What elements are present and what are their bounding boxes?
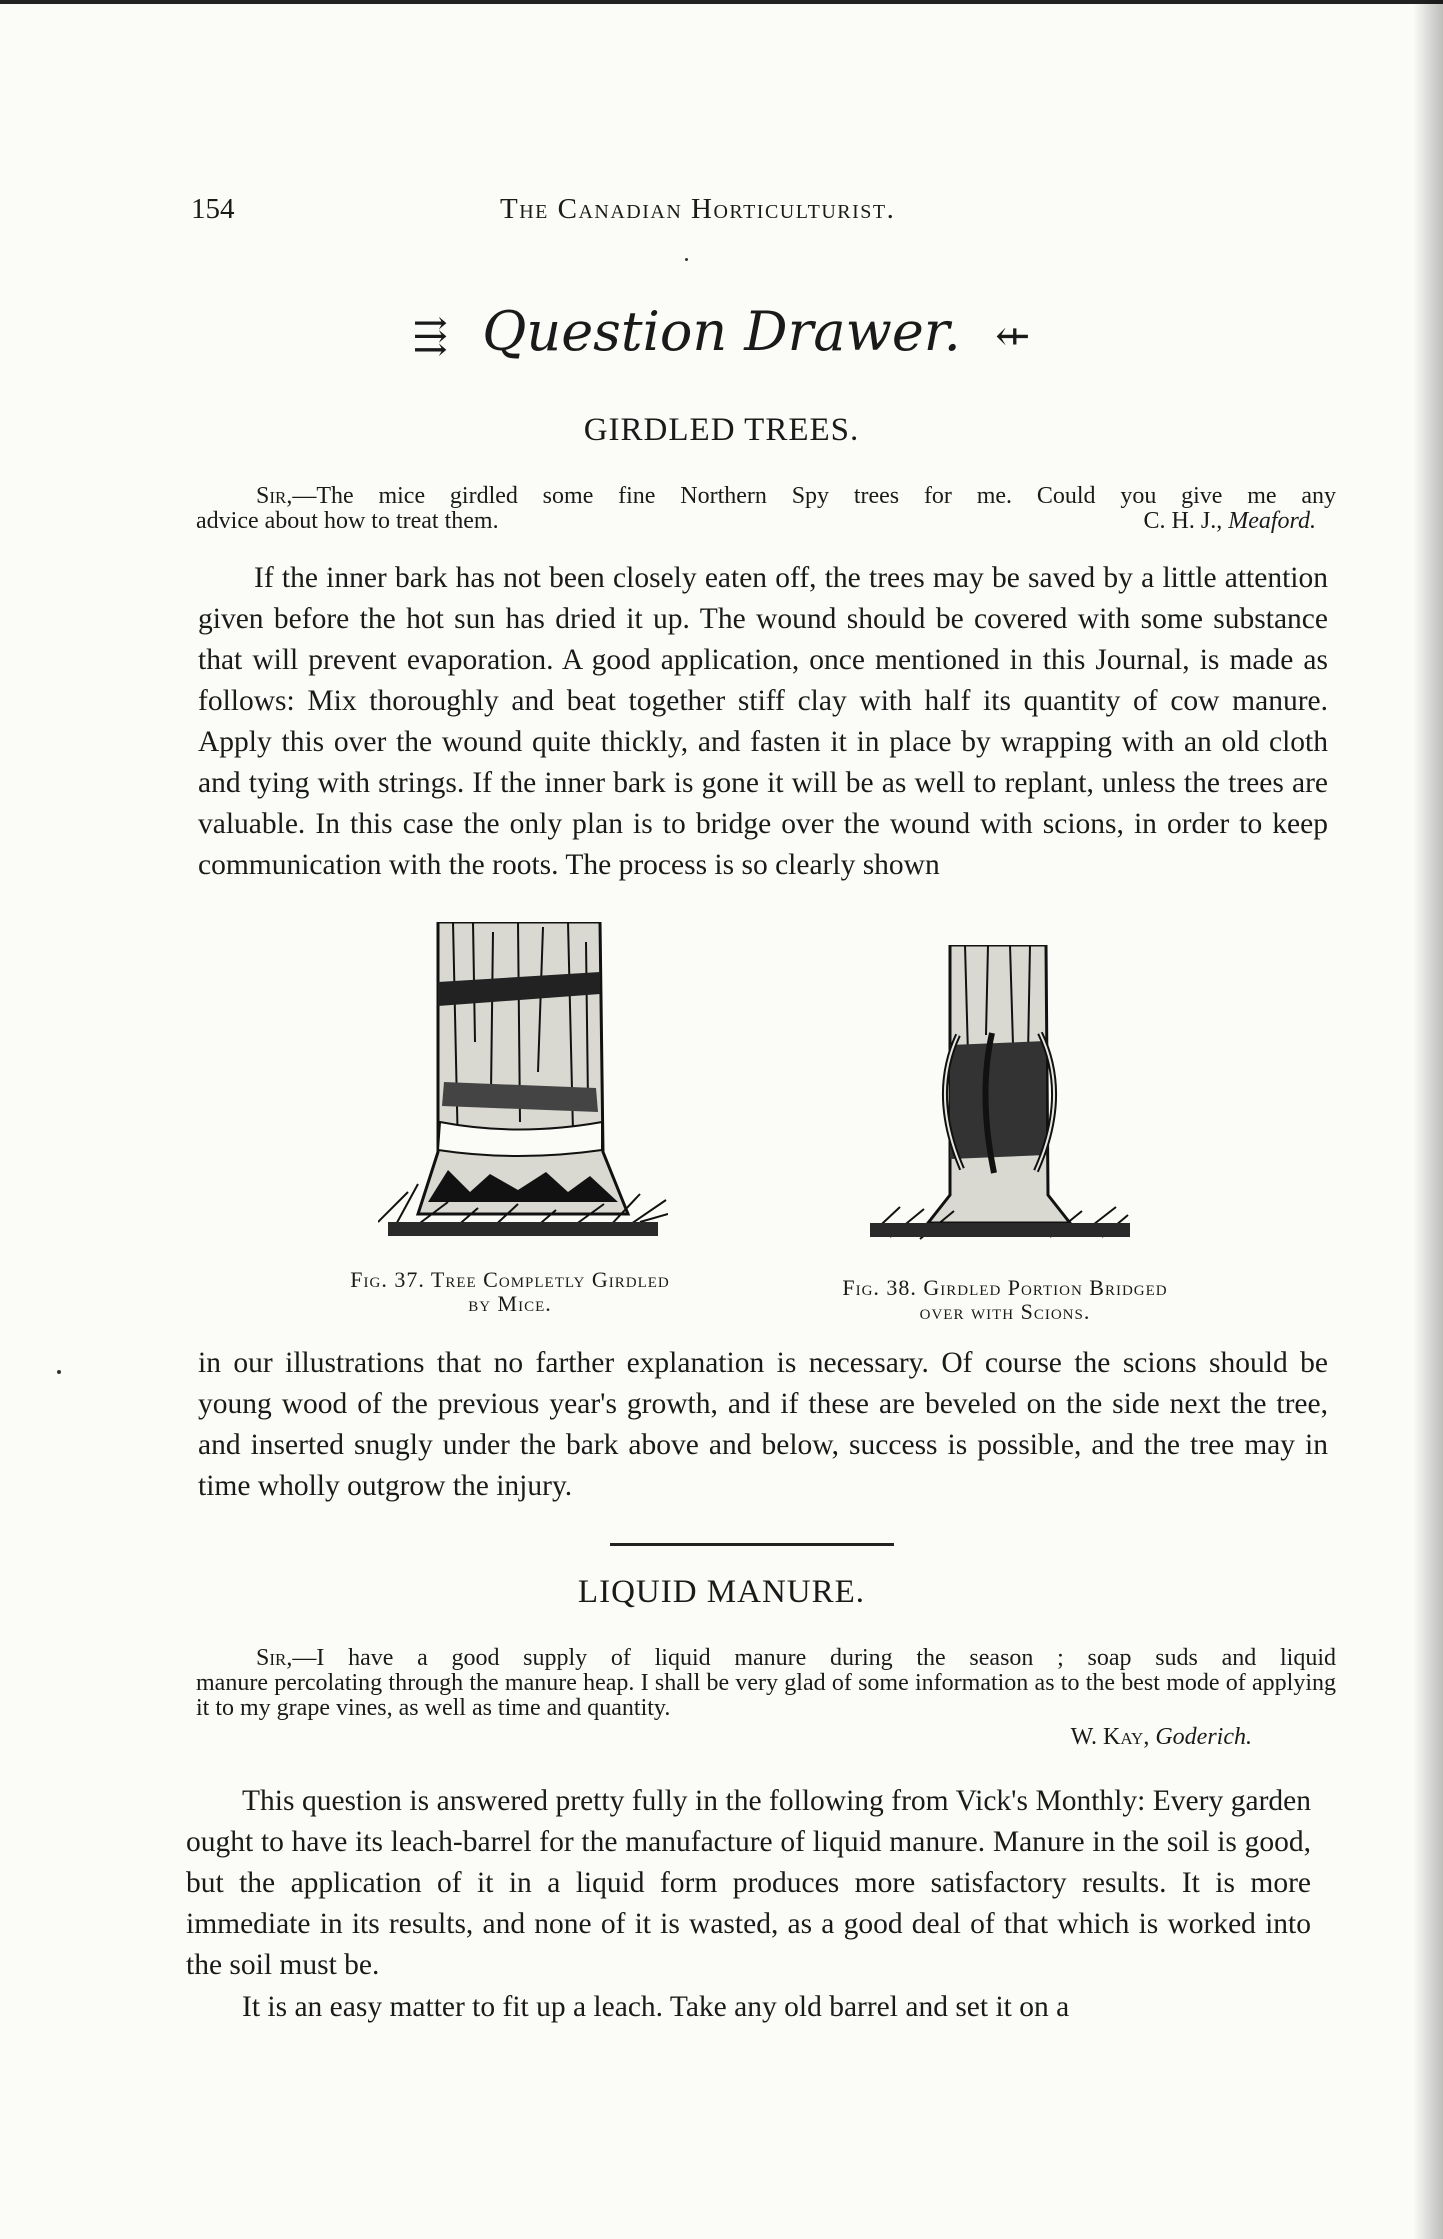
answer-paragraph: This question is answered pretty fully in the following from Vick's Monthly: Every garden ought to have its leach-barrel for the manufacture of liquid manure. Manure in the soil is good, but the application of it in a liquid form produces more satisfactory results. It is more immediate in its results, and none of it is wasted, as a good deal of that which is worked into the soil must be. bbox=[186, 1785, 1311, 1981]
figure-38-caption-line1: Fig. 38. Girdled Portion Bridged bbox=[842, 1275, 1168, 1300]
signature-name: W. Kay, bbox=[1070, 1724, 1150, 1750]
speck bbox=[57, 1370, 61, 1374]
reader-letter bbox=[196, 1646, 1336, 1750]
figure-37-caption-line2: by Mice. bbox=[468, 1291, 552, 1316]
letter-line-2 bbox=[196, 509, 1336, 534]
section-divider bbox=[610, 1543, 894, 1546]
reader-letter bbox=[196, 484, 1336, 534]
letter-line-1 bbox=[196, 1646, 1336, 1671]
letter-text-1: —The mice girdled some fine Northern Spy trees for me. Could you give me any bbox=[292, 483, 1336, 509]
tree-bridged-with-scions-illustration bbox=[870, 945, 1130, 1245]
page-top-edge bbox=[0, 0, 1443, 4]
speck bbox=[685, 258, 688, 261]
left-ornament-icon: ⇶ bbox=[412, 311, 448, 360]
letter-signature bbox=[1144, 509, 1336, 534]
signature-place: Meaford. bbox=[1228, 508, 1316, 534]
letter-signature bbox=[196, 1725, 1336, 1750]
signature-place: Goderich. bbox=[1155, 1724, 1252, 1750]
figure-37-caption bbox=[290, 1268, 730, 1316]
right-ornament-icon: ⇷ bbox=[995, 311, 1031, 360]
tree-girdled-by-mice-illustration bbox=[378, 922, 668, 1252]
running-head: The Canadian Horticulturist. bbox=[500, 193, 896, 225]
figure-38-caption bbox=[775, 1276, 1235, 1324]
letter-text-2: advice about how to treat them. bbox=[196, 508, 499, 534]
answer-paragraph-continued: in our illustrations that no farther explanation is necessary. Of course the scions should be young wood of the previous year's growth, and if these are beveled on the side next the tree, and inserted snugly under the bark above and below, success is possible, and the tree may in time wholly outgrow the injury. bbox=[198, 1347, 1328, 1502]
figure-37-caption-line1: Fig. 37. Tree Completly Girdled bbox=[350, 1267, 670, 1292]
section-heading bbox=[0, 300, 1443, 363]
signature-name: C. H. J., bbox=[1143, 508, 1223, 534]
answer-paragraph-continued: It is an easy matter to fit up a leach. Take any old barrel and set it on a bbox=[242, 1991, 1070, 2023]
answer-paragraph: If the inner bark has not been closely eaten off, the trees may be saved by a little attention given before the hot sun has dried it up. The wound should be covered with some substance that will prevent evaporation. A good application, once mentioned in this Journal, is made as follows: Mix thoroughly and beat together stiff clay with half its quantity of cow manure. Apply this over the wound quite thickly, and fasten it in place by wrapping with an old cloth and tying with strings. If the inner bark is gone it will be as well to replant, unless the trees are valuable. In this case the only plan is to bridge over the wound with scions, in order to keep communication with the roots. The process is so clearly shown bbox=[198, 562, 1328, 881]
letter-text-1: —I have a good supply of liquid manure during the season ; soap suds and liquid bbox=[292, 1645, 1336, 1671]
figure-38-caption-line2: over with Scions. bbox=[919, 1299, 1091, 1324]
letter-salutation: Sir, bbox=[256, 1645, 293, 1671]
article-heading-liquid-manure: LIQUID MANURE. bbox=[577, 1574, 866, 1610]
section-heading-text: Question Drawer. bbox=[482, 300, 961, 363]
letter-salutation: Sir, bbox=[256, 483, 293, 509]
article-heading-girdled-trees: GIRDLED TREES. bbox=[583, 412, 860, 448]
letter-line-1 bbox=[196, 484, 1336, 509]
letter-text-rest: manure percolating through the manure heap. I shall be very glad of some information as to the best mode of applying it to my grape vines, as well as time and quantity. bbox=[196, 1670, 1336, 1721]
page-number: 154 bbox=[191, 193, 235, 225]
